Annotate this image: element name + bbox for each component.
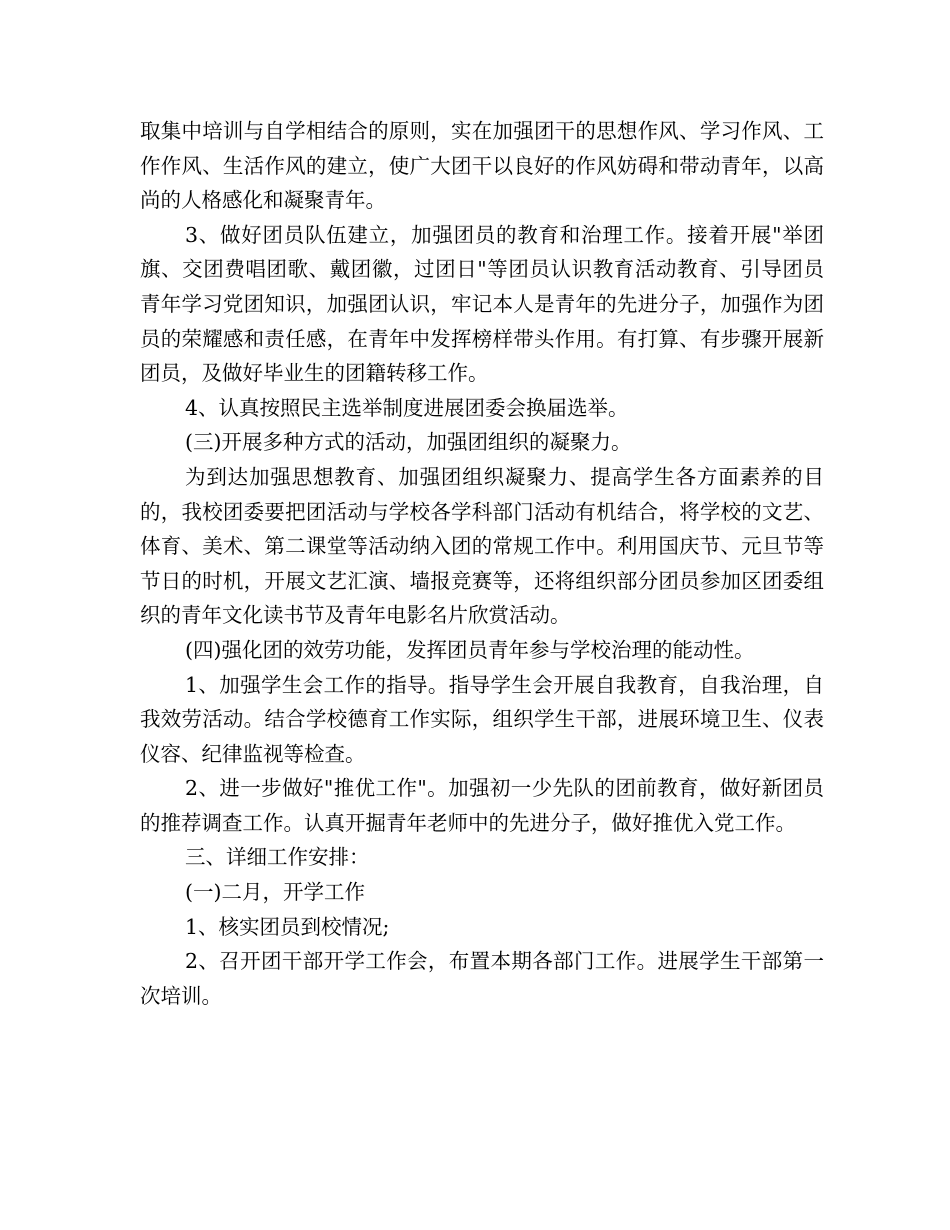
paragraph-7: 1、加强学生会工作的指导。指导学生会开展自我教育，自我治理，自我效劳活动。结合学校德育工作实际，组织学生干部，进展环境卫生、仪表仪容、纪律监视等检查。 [140,672,824,766]
subheading-february: (一)二月，开学工作 [185,880,365,905]
document-body [140,114,824,1013]
paragraph-2: 3、做好团员队伍建立，加强团员的教育和治理工作。接着开展"举团旗、交团费唱团歌、戴团徽，过团日"等团员认识教育活动教育、引导团员青年学习党团知识，加强团认识，牢记本人是青年的先进分子，加强作为团员的荣耀感和责任感，在青年中发挥榜样带头作用。有打算、有步骤开展新团员，及做好毕业生的团籍转移工作。 [140,222,824,386]
paragraph-1: 取集中培训与自学相结合的原则，实在加强团干的思想作风、学习作风、工作作风、生活作风的建立，使广大团干以良好的作风妨碍和带动青年，以高尚的人格感化和凝聚青年。 [140,119,824,213]
section-heading-4: (四)强化团的效劳功能，发挥团员青年参与学校治理的能动性。 [185,637,755,662]
section-heading-schedule: 三、详细工作安排： [185,845,370,870]
list-item-2: 2、召开团干部开学工作会，布置本期各部门工作。进展学生干部第一次培训。 [140,949,824,1008]
paragraph-5: 为到达加强思想教育、加强团组织凝聚力、提高学生各方面素养的目的，我校团委要把团活动与学校各学科部门活动有机结合，将学校的文艺、体育、美术、第二课堂等活动纳入团的常规工作中。利用国庆节、元旦节等节日的时机，开展文艺汇演、墙报竞赛等，还将组织部分团员参加区团委组织的青年文化读书节及青年电影名片欣赏活动。 [140,464,824,628]
paragraph-8: 2、进一步做好"推优工作"。加强初一少先队的团前教育，做好新团员的推荐调查工作。认真开掘青年老师中的先进分子，做好推优入党工作。 [140,776,824,835]
section-heading-3: (三)开展多种方式的活动，加强团组织的凝聚力。 [185,430,632,455]
paragraph-3: 4、认真按照民主选举制度进展团委会换届选举。 [185,395,629,420]
list-item-1: 1、核实团员到校情况; [185,914,390,939]
